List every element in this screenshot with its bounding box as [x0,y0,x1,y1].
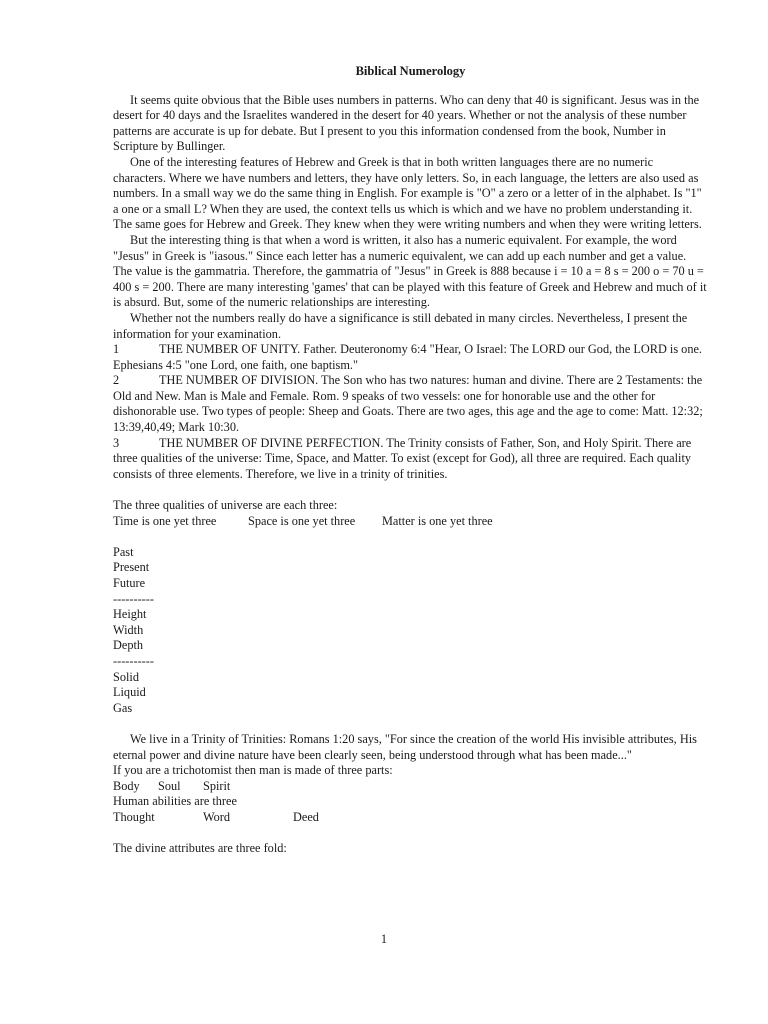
page-number: 1 [380,932,388,946]
item-text: THE NUMBER OF DIVINE PERFECTION. The Trinity consists of Father, Son, and Holy Spirit. There are three qualities of the universe: Time, Space, and Matter. To exist (except for God), all three are required. Each quality consists of three elements. Therefore, we live in a trinity of trinities. [113,435,692,481]
quality-space: Space is one yet three [248,513,356,528]
divine-attributes-line: The divine attributes are three fold: [113,841,287,856]
part-body: Body [113,778,140,793]
ability-deed: Deed [293,809,319,824]
numbered-item-1 [113,342,708,373]
list-item: Liquid [113,685,146,700]
paragraph-gammatria: But the interesting thing is that when a word is written, it also has a numeric equivalent. For example, the word "Jesus" in Greek is "iasous." Since each letter has a numeric equivalent, we can add up each number and get a value. The value is the gammatria. Therefore, the gammatria of "Jesus" in Greek is 888 because i = 10 a = 8 s = 200 o = 70 u = 400 s = 200. There are many interesting 'games' that can be played with this feature of Greek and Hebrew and much of it is absurd. But, some of the numeric relationships are interesting. [113,232,707,310]
list-item: Solid [113,669,139,684]
list-item: Width [113,622,144,637]
paragraph-intro: It seems quite obvious that the Bible uses numbers in patterns. Who can deny that 40 is significant. Jesus was in the desert for 40 days and the Israelites wandered in the desert for 40 years. Whether or not the analysis of these number patterns are accurate is up for debate. But I present to you this information condensed from the book, Number in Scripture by Bullinger. [113,92,700,154]
separator: ---------- [113,653,154,668]
separator: ---------- [113,591,154,606]
list-item: Present [113,560,150,575]
ability-word: Word [203,809,231,824]
abilities-row [113,810,708,826]
qualities-intro: The three qualities of universe are each three: [113,498,338,513]
part-spirit: Spirit [203,778,231,793]
item-number: 3 [113,435,120,450]
abilities-intro: Human abilities are three [113,794,237,809]
numbered-item-2 [113,373,708,435]
quality-matter: Matter is one yet three [382,513,493,528]
item-number: 1 [113,342,120,357]
list-item: Future [113,576,146,590]
paragraph-hebrew-greek: One of the interesting features of Hebrew and Greek is that in both written languages there are no numeric characters. Where we have numbers and letters, they have only letters. So, in each language, the letters are also used as numbers. In a small way we do the same thing in English. For example is "O" a zero or a letter of in the alphabet. Is "1" a one or a small L? When they are used, the context tells us which is which and we have no problem understanding it. The same goes for Hebrew and Greek. They knew when they were writing numbers and when they were writing letters. [113,154,702,232]
document-page [113,64,708,857]
qualities-row [113,514,708,530]
ability-thought: Thought [113,809,155,824]
quality-time: Time is one yet three [113,513,217,528]
parts-row [113,779,708,795]
list-item: Depth [113,638,144,653]
trichotomist-line: If you are a trichotomist then man is made of three parts: [113,763,393,778]
item-text: THE NUMBER OF DIVISION. The Son who has two natures: human and divine. There are 2 Testaments: the Old and New. Man is Male and Female. Rom. 9 speaks of two vessels: one for honorable use and the other for dishonorable use. Two types of people: Sheep and Goats. There are two ages, this age and the age to come: Matt. 12:32; 13:39,40,49; Mark 10:30. [113,373,703,435]
item-number: 2 [113,373,120,388]
list-item: Height [113,607,147,622]
list-item: Past [113,544,134,559]
list-item: Gas [113,700,133,715]
part-soul: Soul [158,778,181,793]
paragraph-trinity: We live in a Trinity of Trinities: Romans 1:20 says, "For since the creation of the world His invisible attributes, His eternal power and divine nature have been clearly seen, being understood through what has been made..." [113,731,697,762]
numbered-item-3 [113,436,708,483]
paragraph-examination: Whether not the numbers really do have a significance is still debated in many circles. Nevertheless, I present the information for your examination. [113,310,688,341]
item-text: THE NUMBER OF UNITY. Father. Deuteronomy 6:4 "Hear, O Israel: The LORD our God, the LORD is one. Ephesians 4:5 "one Lord, one faith, one baptism." [113,342,703,372]
document-title: Biblical Numerology [355,64,466,78]
